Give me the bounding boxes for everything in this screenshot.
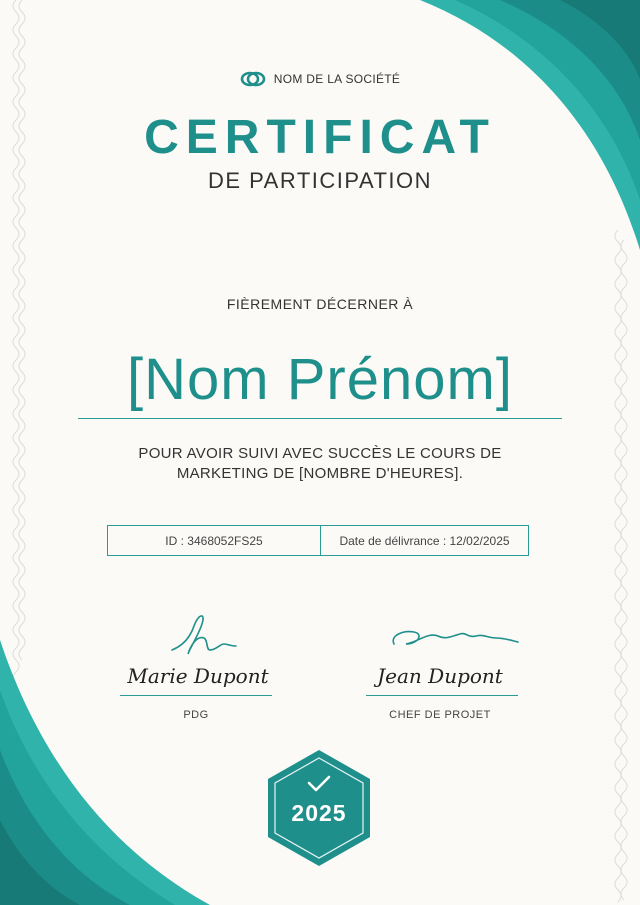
recipient-name: [Nom Prénom] (127, 347, 513, 412)
recipient-underline (78, 418, 562, 419)
company-header (0, 70, 640, 88)
certificate-description (100, 444, 540, 484)
signature-line-right (366, 695, 518, 696)
certificate-id: ID : 3468052FS25 (108, 526, 321, 555)
certificate-subtitle: DE PARTICIPATION (207, 168, 433, 193)
signature-scribble-right (388, 624, 522, 654)
signature-line-left (120, 695, 272, 696)
signature-scribble-left (168, 610, 238, 658)
interlocked-rings-icon (240, 70, 266, 88)
badge-year: 2025 (291, 800, 347, 826)
signature-role-right: CHEF DE PROJET (389, 709, 491, 721)
certificate-title: CERTIFICAT (144, 111, 496, 164)
company-name: NOM DE LA SOCIÉTÉ (273, 72, 401, 86)
signature-name-left: Marie Dupont (127, 664, 269, 688)
info-box (107, 525, 529, 556)
awarded-text: FIÈREMENT DÉCERNER À (226, 296, 414, 312)
description-line-1: POUR AVOIR SUIVI AVEC SUCCÈS LE COURS DE (138, 445, 502, 462)
signature-role-left: PDG (183, 709, 209, 721)
signature-name-right: Jean Dupont (377, 664, 503, 688)
issue-date: Date de délivrance : 12/02/2025 (339, 533, 510, 548)
description-line-2: MARKETING DE [NOMBRE D'HEURES]. (176, 465, 464, 482)
